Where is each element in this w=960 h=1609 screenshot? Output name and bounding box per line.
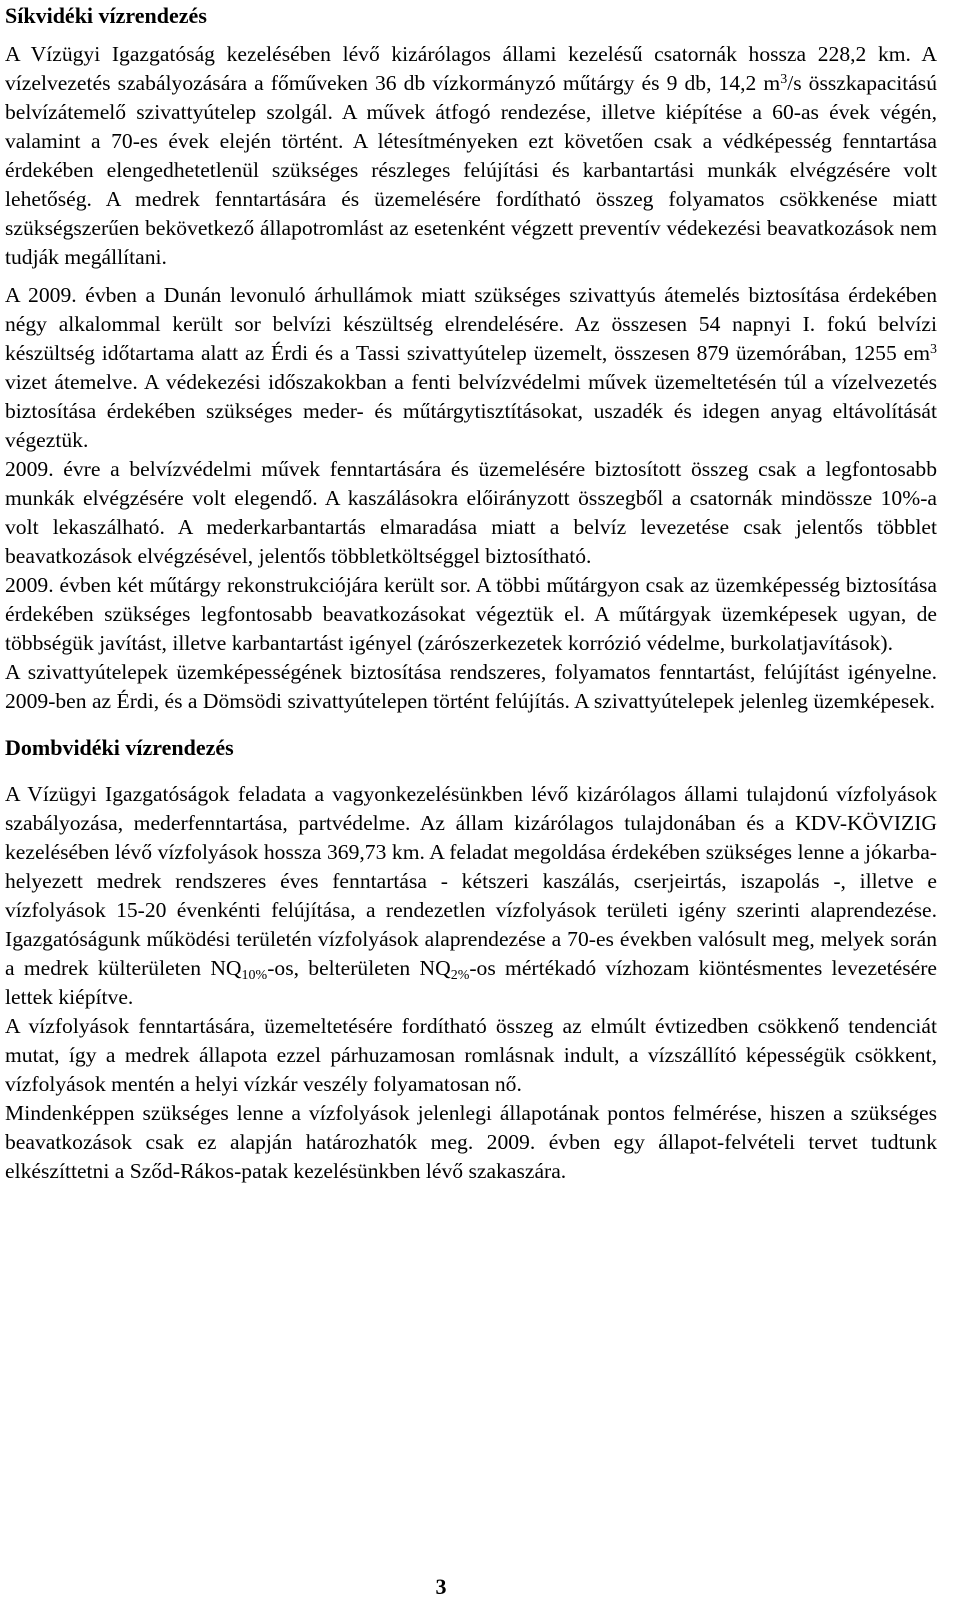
text-run: A 2009. évben a Dunán levonuló árhullámok miatt szükséges szivattyús átemelés biztosítása érdekében négy alkalommal került sor belvízi készültség elrendelésére. Az összesen 54 napnyi I. fokú belvízi készültség időtartama alatt az Érdi és a Tassi szivattyútelep üzemelt, összesen 879 üzemórában, 1255 em: [5, 283, 937, 365]
text-run: -os, belterületen NQ: [267, 956, 451, 980]
text-run: /s összkapacitású belvízátemelő szivattyútelep szolgál. A művek átfogó rendezése, illetve kiépítése a 60-as évek végén, valamint a 70-es évek elején történt. A létesítményeken ezt követően csak a védképesség fenntartása érdekében elengedhetetlenül szükséges részleges felújítási és karbantartási munkák elvégzésére volt lehetőség. A medrek fenntartására és üzemelésére fordítható összeg folyamatos csökkenése miatt szükségszerűen bekövetkező állapotromlást az esetenként végzett preventív védekezési beavatkozások nem tudják megállítani.: [5, 71, 937, 269]
section-heading-dombvideki: Dombvidéki vízrendezés: [5, 735, 234, 760]
paragraph-2009-pumping: [5, 281, 937, 455]
paragraph-survey-need: Mindenképpen szükséges lenne a vízfolyások jelenlegi állapotának pontos felmérése, hiszen a szükséges beavatkozások csak ez alapján határozhatók meg. 2009. évben egy állapot-felvételi tervet tudtunk elkészíttetni a Sződ-Rákos-patak kezelésünkben lévő szakaszára.: [5, 1101, 937, 1183]
text-run: -os mértékadó vízhozam kiöntésmentes levezetésére lettek kiépítve.: [5, 956, 937, 1009]
paragraph-watercourse-tasks: [5, 780, 937, 1012]
page-number: 3: [435, 1574, 447, 1599]
subscript: 10%: [241, 968, 268, 983]
paragraph-maintenance-funding: A vízfolyások fenntartására, üzemeltetésére fordítható összeg az elmúlt évtizedben csökkenő tendenciát mutat, így a medrek állapota ezzel párhuzamosan romlásnak indult, a vízszállító képességük csökkent, vízfolyások mentén a helyi vízkár veszély folyamatosan nő.: [5, 1014, 937, 1096]
superscript: 3: [780, 72, 788, 87]
section-heading-sikvideki: Síkvidéki vízrendezés: [5, 3, 207, 28]
paragraph-2009-budget: 2009. évre a belvízvédelmi művek fenntartására és üzemelésére biztosított összeg csak a legfontosabb munkák elvégzésére volt elegendő. A kaszálásokra előirányzott összegből a csatornák mindössze 10%-a volt lekaszálható. A mederkarbantartás elmaradása miatt a belvíz levezetése csak jelentős többlet beavatkozások elvégzésével, jelentős többletköltséggel biztosítható.: [5, 457, 937, 568]
document-page: [5, 0, 937, 1186]
paragraph-pump-stations: A szivattyútelepek üzemképességének biztosítása rendszeres, folyamatos fenntartást, felújítást igényelne. 2009-ben az Érdi, és a Dömsödi szivattyútelepen történt felújítás. A szivattyútelepek jelenleg üzemképesek.: [5, 660, 937, 713]
paragraph-canal-overview: [5, 40, 937, 272]
text-run: A Vízügyi Igazgatóság kezelésében lévő kizárólagos állami kezelésű csatornák hossza 228,2 km. A vízelvezetés szabályozására a főműveken 36 db vízkormányzó műtárgy és 9 db, 14,2 m: [5, 42, 937, 95]
subscript: 2%: [450, 968, 470, 983]
text-run: A Vízügyi Igazgatóságok feladata a vagyonkezelésünkben lévő kizárólagos állami tulajdonú vízfolyások szabályozása, mederfenntartása, partvédelme. Az állam kizárólagos tulajdonában és a KDV-KÖVIZIG kezelésében lévő vízfolyások hossza 369,73 km. A feladat megoldása érdekében szükséges lenne a jókarba-helyezett medrek rendszeres éves fenntartása - kétszeri kaszálás, cserjeirtás, iszapolás -, illetve e vízfolyások 15-20 évenkénti felújítása, a rendezetlen vízfolyások területi igény szerinti alaprendezése. Igazgatóságunk működési területén vízfolyások alaprendezése a 70-es években valósult meg, melyek során a medrek külterületen NQ: [5, 782, 937, 980]
text-run: vizet átemelve. A védekezési időszakokban a fenti belvízvédelmi művek üzemeltetésén túl a vízelvezetés biztosítása érdekében szükséges meder- és műtárgytisztításokat, uszadék és idegen anyag eltávolítását végeztük.: [5, 370, 937, 452]
paragraph-2009-reconstruction: 2009. évben két műtárgy rekonstrukciójára került sor. A többi műtárgyon csak az üzemképesség biztosítása érdekében szükséges legfontosabb beavatkozásokat végeztük el. A műtárgyak üzemképesek ugyan, de többségük javítást, illetve karbantartást igényel (zárószerkezetek korrózió védelme, burkolatjavítások).: [5, 573, 937, 655]
superscript: 3: [930, 342, 937, 357]
